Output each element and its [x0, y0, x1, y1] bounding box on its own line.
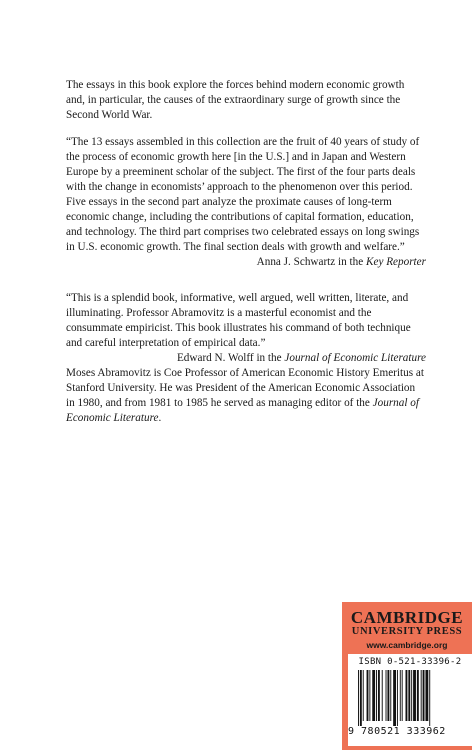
- barcode-icon: [356, 670, 466, 726]
- bio-text: [66, 366, 426, 426]
- barcode-bar: [429, 670, 430, 726]
- quote-text: “The 13 essays assembled in this collection are the fruit of 40 years of study of the process of economic growth here [in the U.S.] and in Japan and Western Europe by a preeminent scholar of the subject. The first of the four parts deals with the change in economists’ approach to the phenomenon over this period. Five essays in the second part analyze the proximate causes of long-term economic change, including the contributions of capital formation, education, and technology. The third part comprises two celebrated essays on long swings in U.S. economic growth. The final section deals with growth and welfare.”: [66, 136, 420, 253]
- barcode-digits: 9 780521 333962: [348, 726, 446, 737]
- barcode-bar: [402, 670, 403, 721]
- bio-body: Moses Abramovitz is Coe Professor of American Economic History Emeritus at Stanford University. He was President of the American Economic Association in 1980, and from 1981 to 1985 he served as managing editor of the: [66, 367, 424, 409]
- barcode-bar: [397, 670, 398, 726]
- barcode-bar: [376, 670, 377, 721]
- barcode-bar: [369, 670, 370, 721]
- attribution-name: Anna J. Schwartz in the: [256, 256, 367, 268]
- quote-attribution: [66, 255, 426, 270]
- attribution-name: Edward N. Wolff in the: [176, 352, 285, 364]
- bio-end: .: [158, 412, 162, 424]
- barcode-bar: [360, 670, 362, 726]
- barcode-bar: [423, 670, 425, 721]
- review-quote-schwartz: [66, 135, 426, 270]
- barcode-bar: [421, 670, 422, 721]
- barcode-bar: [386, 670, 387, 721]
- review-quote-wolff: [66, 291, 426, 366]
- bio-journal: Journal of Economic Literature: [66, 397, 419, 424]
- author-bio: [66, 366, 426, 426]
- quote-attribution: [66, 351, 426, 366]
- publisher-block: [342, 602, 472, 750]
- barcode-bar: [390, 670, 391, 721]
- barcode-panel: [348, 654, 472, 746]
- barcode-bar: [382, 670, 383, 721]
- barcode-bar: [378, 670, 380, 721]
- barcode-bar: [413, 670, 416, 721]
- publisher-url: www.cambridge.org: [366, 640, 448, 650]
- attribution-source: Key Reporter: [366, 256, 426, 268]
- publisher-name: CAMBRIDGE: [350, 608, 464, 627]
- intro-paragraph: [66, 78, 426, 123]
- barcode-bar: [372, 670, 375, 721]
- barcode-bar: [425, 670, 428, 721]
- publisher-press: UNIVERSITY PRESS: [351, 626, 463, 637]
- barcode-bar: [393, 670, 396, 726]
- barcode-bar: [406, 670, 408, 721]
- barcode-bar: [417, 670, 419, 721]
- barcode-bar: [363, 670, 364, 721]
- barcode-bar: [408, 670, 410, 721]
- attribution-source: Journal of Economic Literature: [284, 352, 426, 364]
- barcode-bar: [400, 670, 401, 721]
- quote-text: “This is a splendid book, informative, well argued, well written, literate, and illuminating. Professor Abramovitz is a masterful economist and the consummate empiricist. This book illustrates his command of both technique and careful interpretation of empirical data.”: [66, 292, 411, 349]
- intro-text: The essays in this book explore the forces behind modern economic growth and, in particular, the causes of the extraordinary surge of growth since the Second World War.: [66, 79, 405, 121]
- isbn-label: ISBN 0-521-33396-2: [358, 657, 462, 667]
- barcode-bar: [367, 670, 369, 721]
- barcode-bar: [411, 670, 412, 721]
- barcode-bar: [358, 670, 359, 726]
- barcode-bar: [387, 670, 389, 721]
